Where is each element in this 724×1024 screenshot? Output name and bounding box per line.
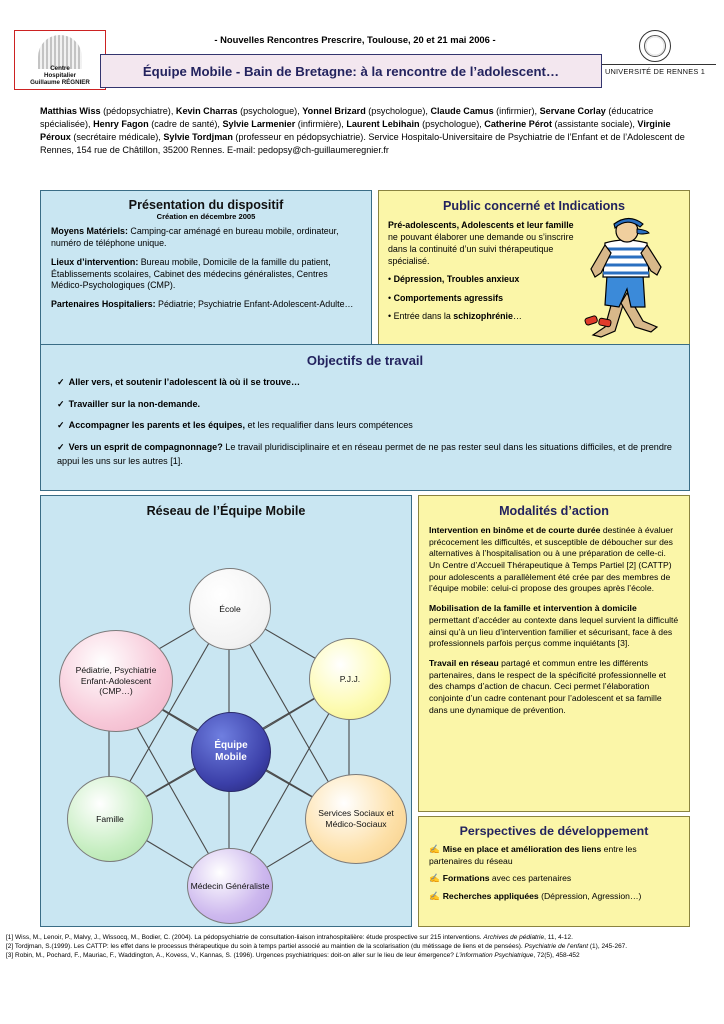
- objectifs-body: [41, 376, 689, 468]
- university-logo-label: UNIVERSITÉ DE RENNES 1: [594, 64, 716, 76]
- dispositif-body: [41, 226, 371, 311]
- network-node-ecole: [189, 568, 271, 650]
- modalites-paragraph: Intervention en binôme et de courte durée destinée à évaluer précocement les difficultés, et susceptible de déboucher sur des alternatives à l’hospitalisation ou à une préparation de celle-ci. Un Centre d’Accueil Thérapeutique à Temps Partiel [2] (CATTP) pour adolescents a parallèlement été crée par des membres de l’équipe mobile: celui-ci propose des groupes après l’école.: [429, 525, 674, 594]
- objectif-item: [57, 376, 673, 390]
- network-center-line1: Équipe: [214, 739, 248, 751]
- network-node-label: Services Sociaux et Médico-Sociaux: [318, 808, 394, 829]
- objectifs-title: Objectifs de travail: [306, 353, 424, 368]
- objectif-item: [57, 398, 673, 412]
- dispositif-subtitle: Création en décembre 2005: [156, 212, 256, 221]
- dispositif-paragraph: Moyens Matériels: Camping-car aménagé en bureau mobile, ordinateur, numéro de téléphone unique.: [51, 226, 339, 248]
- perspectives-title: Perspectives de développement: [459, 824, 649, 838]
- hospital-logo-line3: Guillaume RÉGNIER: [30, 78, 90, 86]
- reference-item: [2] Tordjman, S.(1999). Les CATTP: les effet dans le processus thérapeutique du soin à temps partiel associé au maintien de la scolarisation (du métissage de liens et de pensées). Psychiatrie de l’enfant (1), 245-267.: [6, 942, 628, 950]
- check-icon: ✓: [57, 441, 65, 452]
- objectif-text: Travailler sur la non-demande.: [68, 398, 201, 409]
- check-icon: ✓: [57, 420, 65, 431]
- public-paragraph: • Dépression, Troubles anxieux: [388, 274, 520, 285]
- reference-item: [3] Robin, M., Pochard, F., Mauriac, F., Waddington, A., Kovess, V., Kannas, S. (1996). Urgences psychiatriques: doit-on aller sur le lieu de leur émergence? L’information Psychiatrique, 72(5), 458-452: [6, 951, 580, 959]
- section-objectifs: [40, 344, 690, 491]
- university-logo: [594, 30, 716, 80]
- perspective-item: [429, 891, 679, 903]
- objectif-text: Vers un esprit de compagnonnage? Le travail pluridisciplinaire et en réseau permet de ne pas rester seul dans les situations difficiles, et de prendre appui les uns sur les autres [1].: [57, 441, 672, 466]
- public-paragraph: • Entrée dans la schizophrénie…: [388, 310, 522, 321]
- reseau-title: Réseau de l’Équipe Mobile: [146, 504, 306, 518]
- network-node-label: École: [219, 603, 241, 614]
- network-node-famille: [67, 776, 153, 862]
- modalites-body: [419, 525, 689, 716]
- network-node-pediatrie-psychiatrie: [59, 630, 173, 732]
- section-dispositif: [40, 190, 372, 350]
- objectif-item: [57, 419, 673, 433]
- pen-arrow-icon: ✍: [429, 844, 440, 854]
- modalites-paragraph: Travail en réseau partagé et commun entre les différents partenaires, dans le respect de la spécificité professionnelle et des champs d’action de chacun. Ceci permet l’élaboration conjointe d’un cadre contenant pour l’adolescent et sa famille dans une dynamique de prévention.: [429, 657, 666, 715]
- conference-line: - Nouvelles Rencontres Prescrire, Toulouse, 20 et 21 mai 2006 -: [214, 34, 496, 45]
- perspective-text: Recherches appliquées (Dépression, Agression…): [442, 890, 642, 901]
- pen-arrow-icon: ✍: [429, 873, 440, 884]
- hospital-logo-line1: Centre: [50, 64, 70, 72]
- network-diagram: [41, 518, 411, 913]
- perspective-item: [429, 844, 679, 867]
- section-modalites: [418, 495, 690, 812]
- objectif-text: Aller vers, et soutenir l’adolescent là où il se trouve…: [68, 377, 301, 387]
- walking-man-illustration: [571, 215, 683, 345]
- network-node-equipe-mobile: [191, 712, 271, 792]
- university-seal-icon: [639, 30, 671, 62]
- perspective-text: Formations avec ces partenaires: [442, 873, 572, 884]
- network-node-medecin-generaliste: [187, 848, 273, 924]
- section-perspectives: [418, 816, 690, 927]
- check-icon: ✓: [57, 377, 65, 387]
- dispositif-title: Présentation du dispositif: [128, 198, 284, 212]
- public-paragraph: Pré-adolescents, Adolescents et leur famille ne pouvant élaborer une demande ou s’inscrire dans la continuité d’un suivi thérapeutique spécialisé.: [388, 220, 574, 267]
- modalites-title: Modalités d’action: [499, 504, 609, 518]
- network-node-label: Pédiatrie, Psychiatrie Enfant-Adolescent (CMP…): [75, 664, 157, 697]
- hospital-logo: [14, 30, 106, 90]
- hospital-logo-label: [15, 65, 105, 86]
- reference-item: [1] Wiss, M., Lenoir, P., Malvy, J., Wissocq, M., Bodier, C. (2004). La pédopsychiatrie de consultation-liaison intrahospitalière: étude prospective sur 215 interventions. Archives de pédiatrie, 11, 4-12.: [6, 934, 573, 941]
- public-body: [379, 219, 587, 322]
- network-node-label: P.J.J.: [339, 673, 361, 684]
- network-center-line2: Mobile: [215, 752, 247, 763]
- public-paragraph: • Comportements agressifs: [388, 292, 504, 303]
- objectif-item: [57, 441, 673, 468]
- check-icon: ✓: [57, 398, 65, 409]
- perspective-text: Mise en place et amélioration des liens entre les partenaires du réseau: [429, 844, 637, 866]
- references-block: [6, 934, 718, 961]
- modalites-paragraph: Mobilisation de la famille et intervention à domicile permettant d’accéder au contexte dans lequel survient la difficulté ainsi qu’à un lieu d’intervention familier et sécurisant, face à des professionnels parfois perçus comme inquiétants [3].: [429, 603, 679, 649]
- network-center-label: [214, 740, 247, 765]
- perspective-item: [429, 873, 679, 885]
- authors-block: Matthias Wiss (pédopsychiatre), Kevin Charras (psychologue), Yonnel Brizard (psychologue), Claude Camus (infirmier), Servane Corlay (éducatrice spécialisée), Henry Fagon (cadre de santé), Sylvie Larmenier (infirmière), Laurent Lebihain (psychologue), Catherine Pérot (assistante sociale), Virginie Péroux (secrétaire médicale), Sylvie Tordjman (professeur en pédopsychiatrie). Service Hospitalo-Universitaire de Psychiatrie de l’Enfant et de l’Adolescent de Rennes, 154 rue de Châtillon, 35200 Rennes. E-mail: pedopsy@ch-guillaumeregnier.fr: [40, 106, 685, 155]
- network-node-services-sociaux: [305, 774, 407, 864]
- network-node-pjj: [309, 638, 391, 720]
- section-public: [378, 190, 690, 350]
- dispositif-paragraph: Lieux d’intervention: Bureau mobile, Domicile de la famille du patient, Établissements scolaires, Cabinet des médecins généralistes, Centres Médico-Psychologiques (CMP).: [51, 256, 331, 291]
- hospital-logo-line2: Hospitalier: [44, 71, 76, 79]
- dispositif-paragraph: Partenaires Hospitaliers: Pédiatrie; Psychiatrie Enfant-Adolescent-Adulte…: [51, 299, 354, 310]
- perspectives-body: [419, 844, 689, 902]
- section-reseau: [40, 495, 412, 927]
- network-node-label: Famille: [96, 813, 124, 824]
- network-node-label: Médecin Généraliste: [190, 880, 270, 891]
- public-title: Public concerné et Indications: [443, 199, 625, 213]
- objectif-text: Accompagner les parents et les équipes, et les requalifier dans leurs compétences: [68, 420, 413, 431]
- page-title: Équipe Mobile - Bain de Bretagne: à la rencontre de l’adolescent…: [142, 63, 560, 79]
- pen-arrow-icon: ✍: [429, 890, 440, 901]
- poster-title-box: [100, 54, 602, 88]
